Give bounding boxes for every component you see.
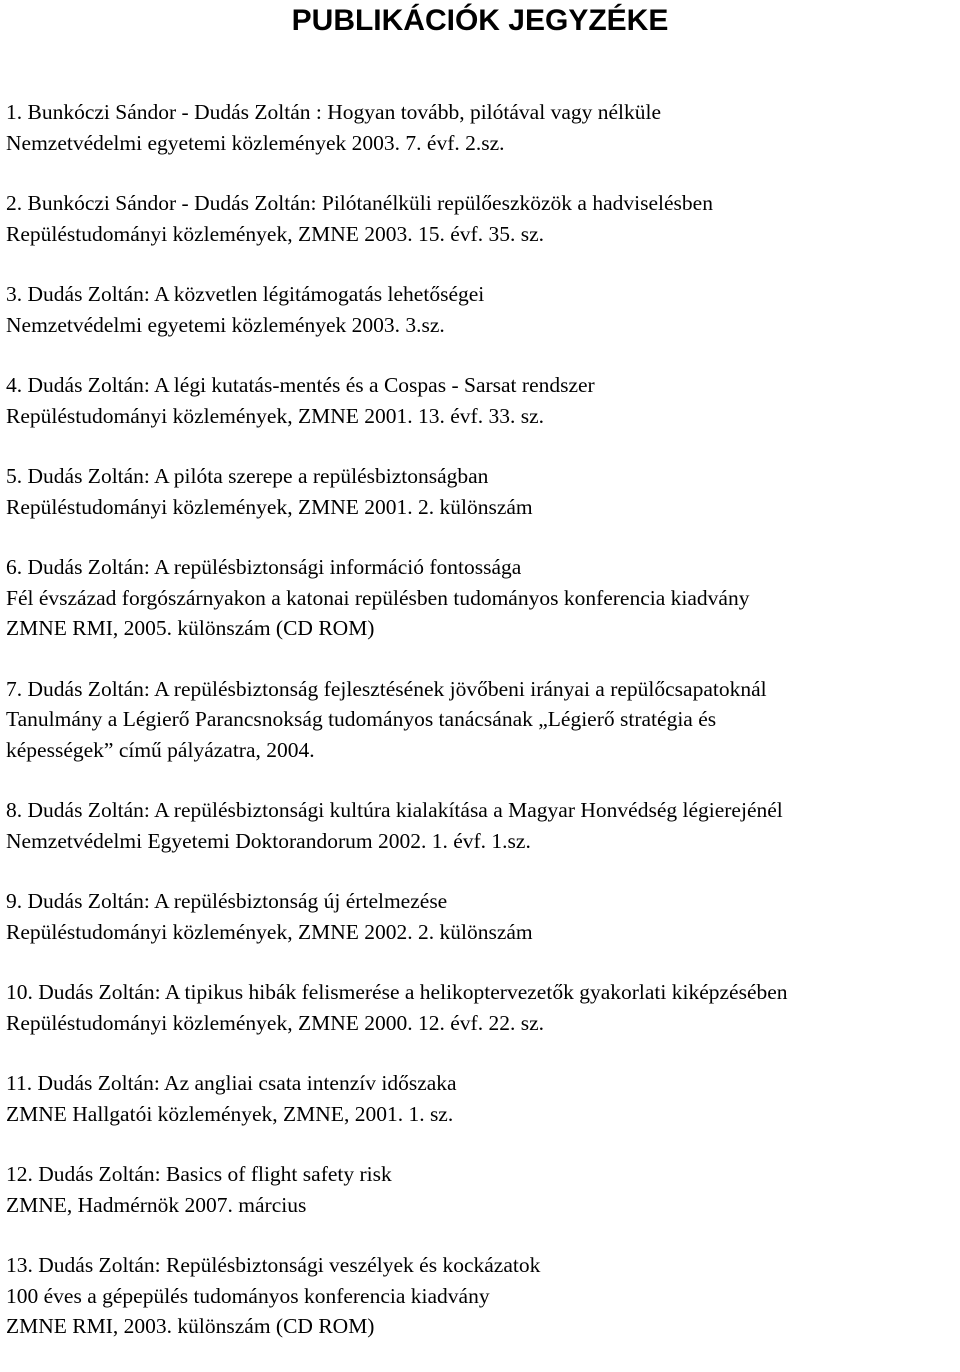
entry-text-line: Repüléstudományi közlemények, ZMNE 2000. 12. évf. 22. sz. xyxy=(6,1010,544,1035)
entry-text-line: Fél évszázad forgószárnyakon a katonai repülésben tudományos konferencia kiadvány xyxy=(6,585,750,610)
entry-text-line: Nemzetvédelmi egyetemi közlemények 2003. 7. évf. 2.sz. xyxy=(6,130,505,155)
list-item xyxy=(6,674,960,766)
list-item xyxy=(6,1159,960,1220)
entry-text-line: Repüléstudományi közlemények, ZMNE 2003. 15. évf. 35. sz. xyxy=(6,221,544,246)
entry-text-line: Nemzetvédelmi Egyetemi Doktorandorum 2002. 1. évf. 1.sz. xyxy=(6,828,531,853)
entry-text-line: Repüléstudományi közlemények, ZMNE 2001. 13. évf. 33. sz. xyxy=(6,403,544,428)
list-item xyxy=(6,1250,960,1342)
entry-text-line: Tanulmány a Légierő Parancsnokság tudományos tanácsának „Légierő stratégia és xyxy=(6,707,717,731)
entry-text-line: 1. Bunkóczi Sándor - Dudás Zoltán : Hogyan tovább, pilótával vagy nélküle xyxy=(6,100,662,124)
list-item xyxy=(6,461,960,522)
list-item xyxy=(6,977,960,1038)
list-item xyxy=(6,552,960,644)
entry-text-line: 8. Dudás Zoltán: A repülésbiztonsági kultúra kialakítása a Magyar Honvédség légierejénél xyxy=(6,798,783,822)
entry-text-line: 13. Dudás Zoltán: Repülésbiztonsági veszélyek és kockázatok xyxy=(6,1253,541,1277)
entry-text-line: ZMNE Hallgatói közlemények, ZMNE, 2001. 1. sz. xyxy=(6,1101,454,1126)
list-item xyxy=(6,188,960,249)
entry-text-line: képességek” című pályázatra, 2004. xyxy=(6,737,315,762)
entry-text-line: Nemzetvédelmi egyetemi közlemények 2003. 3.sz. xyxy=(6,312,445,337)
entry-text-line: 7. Dudás Zoltán: A repülésbiztonság fejlesztésének jövőbeni irányai a repülőcsapatoknál xyxy=(6,676,767,701)
entry-text-line: ZMNE, Hadmérnök 2007. március xyxy=(6,1192,307,1217)
entry-text-line: Repüléstudományi közlemények, ZMNE 2002. 2. különszám xyxy=(6,919,533,944)
entry-text-line: 12. Dudás Zoltán: Basics of flight safety risk xyxy=(6,1162,392,1186)
list-item xyxy=(6,370,960,431)
list-item xyxy=(6,886,960,947)
entry-text-line: 9. Dudás Zoltán: A repülésbiztonság új értelmezése xyxy=(6,889,448,913)
list-item xyxy=(6,795,960,856)
entry-text-line: ZMNE RMI, 2005. különszám (CD ROM) xyxy=(6,616,375,640)
entry-text-line: Repüléstudományi közlemények, ZMNE 2001. 2. különszám xyxy=(6,494,533,519)
list-item xyxy=(6,97,960,158)
entry-text-line: 3. Dudás Zoltán: A közvetlen légitámogatás lehetőségei xyxy=(6,282,485,306)
entry-text-line: 5. Dudás Zoltán: A pilóta szerepe a repülésbiztonságban xyxy=(6,464,489,488)
entry-text-line: 2. Bunkóczi Sándor - Dudás Zoltán: Pilótanélküli repülőeszközök a hadviselésben xyxy=(6,191,713,215)
entry-text-line: 10. Dudás Zoltán: A tipikus hibák felismerése a helikoptervezetők gyakorlati kiképzésében xyxy=(6,980,788,1004)
entry-text-line: 11. Dudás Zoltán: Az angliai csata intenzív időszaka xyxy=(6,1071,457,1095)
entry-text-line: ZMNE RMI, 2003. különszám (CD ROM) xyxy=(6,1314,375,1338)
list-item xyxy=(6,279,960,340)
publication-list xyxy=(6,97,960,1372)
page-title: PUBLIKÁCIÓK JEGYZÉKE xyxy=(291,4,669,37)
entry-text-line: 6. Dudás Zoltán: A repülésbiztonsági információ fontossága xyxy=(6,555,522,579)
list-item xyxy=(6,1068,960,1129)
entry-text-line: 100 éves a gépepülés tudományos konferencia kiadvány xyxy=(6,1283,490,1308)
entry-text-line: 4. Dudás Zoltán: A légi kutatás-mentés és a Cospas - Sarsat rendszer xyxy=(6,373,595,397)
